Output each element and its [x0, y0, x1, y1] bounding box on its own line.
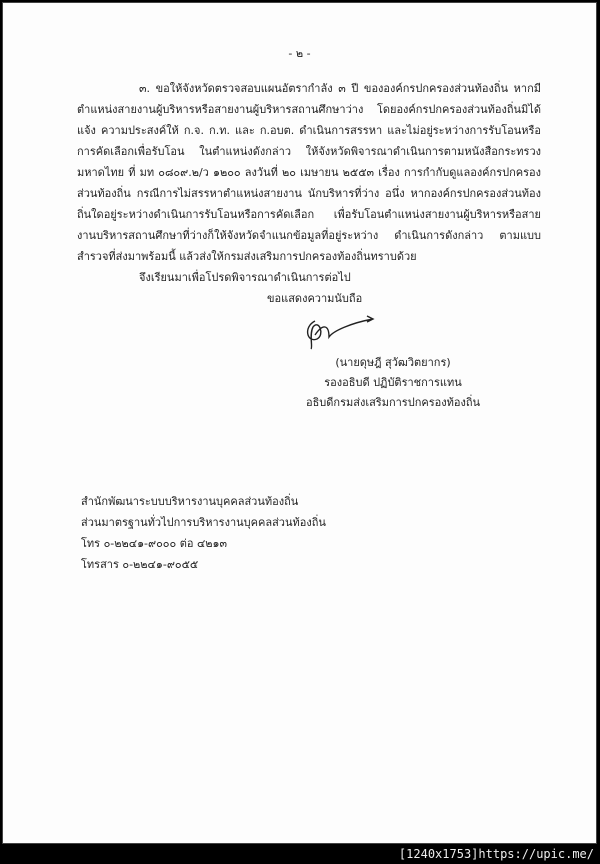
contact-phone: โทร ๐-๒๒๔๑-๙๐๐๐ ต่อ ๔๒๑๓	[81, 537, 228, 550]
paragraph-line: ความประสงค์ให้ ก.จ. ก.ท. และ ก.อบต. ดำเนินการสรรหา และไม่อยู่ระหว่างการรับโอนหรือการคัดเลือกเพื่อรับโอน	[77, 124, 541, 158]
signer-title: รองอธิบดี ปฏิบัติราชการแทน	[324, 376, 462, 389]
paragraph-line: ตำแหน่งสายงานผู้บริหารหรือสายงานผู้บริหารสถานศึกษาว่าง โดยองค์กรปกครองส่วนท้องถิ่นมิได้แจ้ง	[77, 103, 541, 137]
paragraph-line: ลงวันที่ ๒๐ เมษายน ๒๕๕๓ เรื่อง การกำกับดูแลองค์กรปกครองส่วนท้องถิ่น กรณีการไม่สรรหาตำแหน่งสายงาน	[77, 166, 541, 200]
paragraph-line: ดำเนินการดังกล่าว ตามแบบสำรวจที่ส่งมาพร้อมนี้ แล้วส่งให้กรมส่งเสริมการปกครองท้องถิ่นทราบด้วย	[77, 229, 541, 263]
body-paragraph	[77, 78, 541, 267]
image-footer-label: [1240x1753]https://upic.me/	[398, 847, 594, 861]
paragraph-line: นักบริหารที่ว่าง อนึ่ง หากองค์กรปกครองส่วนท้องถิ่นใดอยู่ระหว่างดำเนินการรับโอนหรือการคัดเลือก	[77, 187, 542, 221]
closing-text: จึงเรียนมาเพื่อโปรดพิจารณาดำเนินการต่อไป	[139, 271, 351, 284]
page-number: - ๒ -	[288, 47, 311, 60]
contact-division: ส่วนมาตรฐานทั่วไปการบริหารงานบุคคลส่วนท้องถิ่น	[81, 516, 326, 529]
signature	[301, 313, 381, 353]
signer-title-2: อธิบดีกรมส่งเสริมการปกครองท้องถิ่น	[305, 396, 481, 409]
signer-name: (นายดุษฎี สุวัฒวิตยากร)	[335, 356, 451, 369]
paragraph-line: ในตำแหน่งดังกล่าว ให้จังหวัดพิจารณาดำเนินการตามหนังสือกระทรวงมหาดไทย ที่ มท ๐๘๐๙.๒/ว ๑๒๐๐	[77, 145, 541, 179]
document-page	[2, 2, 597, 844]
paragraph-line: ๓. ขอให้จังหวัดตรวจสอบแผนอัตรากำลัง ๓ ปี ขององค์กรปกครองส่วนท้องถิ่น หากมี	[139, 82, 541, 95]
paragraph-line: เพื่อรับโอนตำแหน่งสายงานผู้บริหารหรือสายงานบริหารสถานศึกษาที่ว่างก็ให้จังหวัดจำแนกข้อมูลที่อยู่ระหว่าง	[77, 208, 541, 242]
contact-block	[81, 491, 561, 575]
regards-text: ขอแสดงความนับถือ	[267, 292, 363, 305]
contact-office: สำนักพัฒนาระบบบริหารงานบุคคลส่วนท้องถิ่น	[81, 495, 299, 508]
signature-area	[3, 309, 596, 353]
contact-fax: โทรสาร ๐-๒๒๔๑-๙๐๕๕	[81, 558, 199, 571]
